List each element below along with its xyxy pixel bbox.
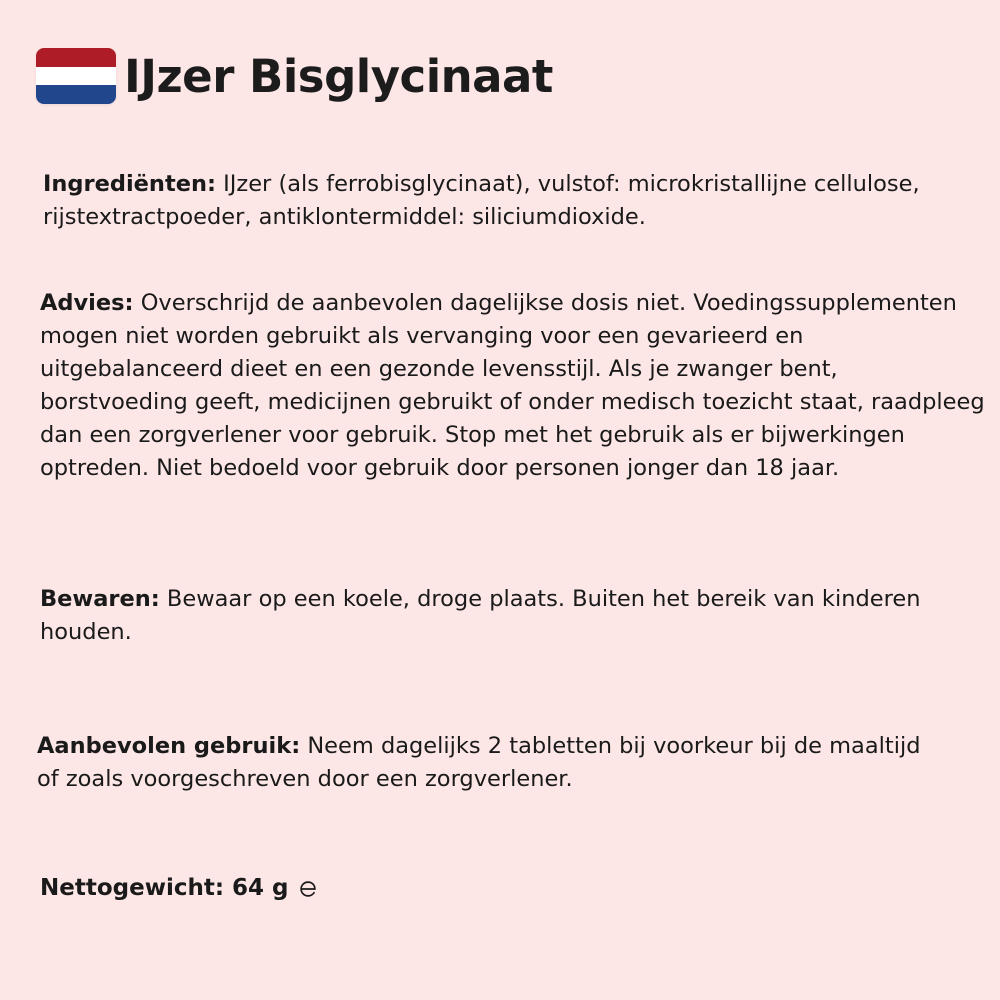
advice-text: Overschrijd de aanbevolen dagelijkse dosis niet. Voedingssupplementen mogen niet worden gebruikt als vervanging voor een gevarieerd en uitgebalanceerd dieet en een gezonde levensstijl. Als je zwanger bent, borstvoeding geeft, medicijnen gebruikt of onder medisch toezicht staat, raadpleeg dan een zorgverlener voor gebruik. Stop met het gebruik als er bijwerkingen optreden. Niet bedoeld voor gebruik door personen jonger dan 18 jaar. <box>40 290 985 481</box>
product-title: IJzer Bisglycinaat <box>124 49 553 103</box>
ingredients-label: Ingrediënten: <box>43 171 216 197</box>
usage-section <box>37 730 937 796</box>
advice-section <box>40 287 985 485</box>
usage-text: Neem dagelijks 2 tabletten bij voorkeur bij de maaltijd of zoals voorgeschreven door een zorgverlener. <box>37 733 921 792</box>
ingredients-section <box>43 168 943 234</box>
usage-label: Aanbevolen gebruik: <box>37 733 301 759</box>
net-weight-label: Nettogewicht: 64 g <box>40 875 289 901</box>
advice-label: Advies: <box>40 290 134 316</box>
netherlands-flag-icon <box>36 48 116 104</box>
storage-label: Bewaren: <box>40 586 160 612</box>
storage-section <box>40 583 940 649</box>
net-weight <box>40 872 319 905</box>
estimated-sign-icon <box>297 878 319 900</box>
header <box>36 48 553 104</box>
storage-text: Bewaar op een koele, droge plaats. Buiten het bereik van kinderen houden. <box>40 586 921 645</box>
ingredients-text: IJzer (als ferrobisglycinaat), vulstof: microkristallijne cellulose, rijstextractpoeder, antiklontermiddel: siliciumdioxide. <box>43 171 920 230</box>
